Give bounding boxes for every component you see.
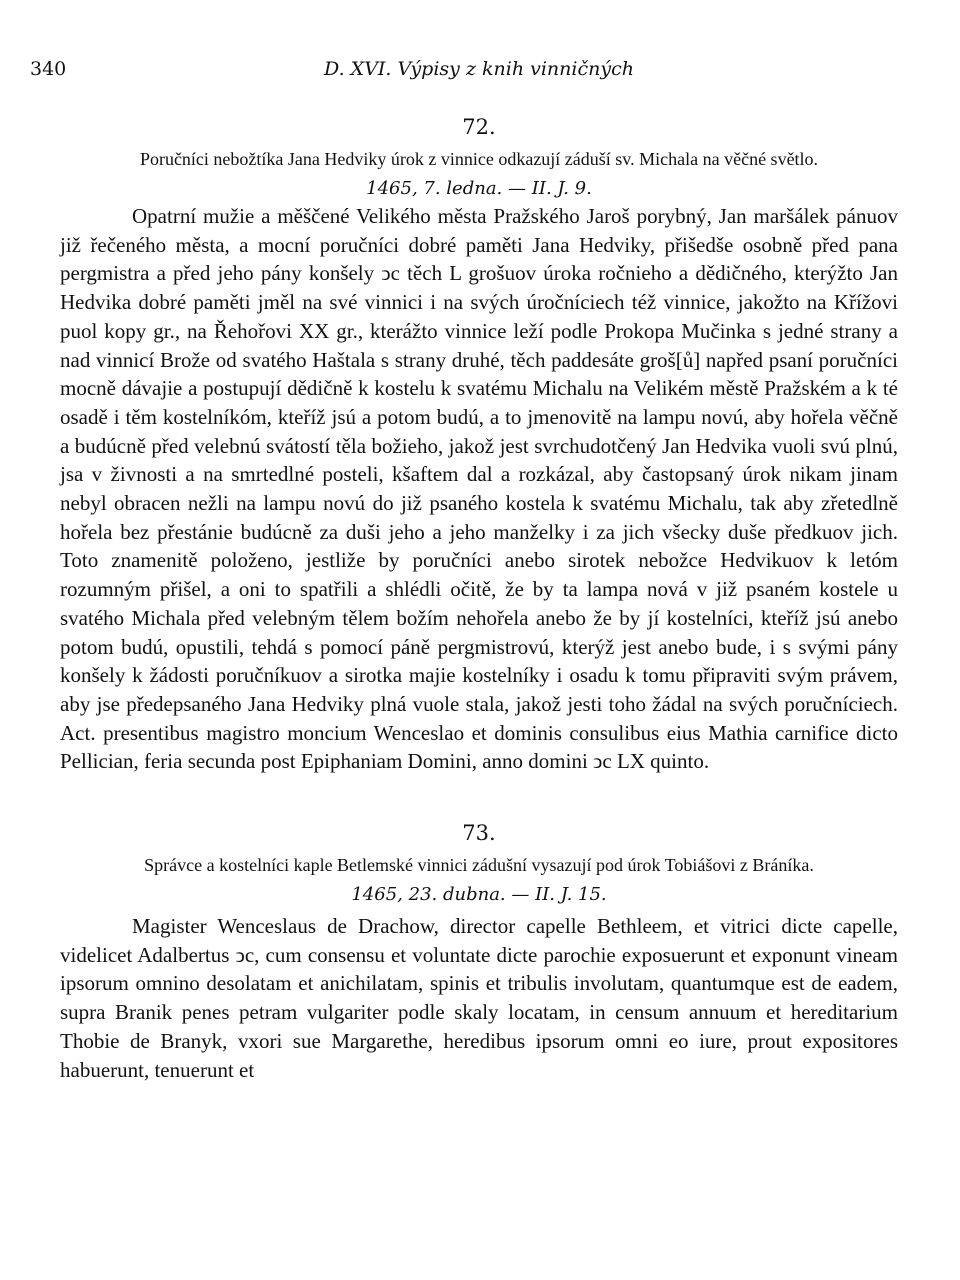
entry-separator: [60, 776, 898, 794]
page-header: [30, 58, 898, 88]
entry-number: 73.: [462, 821, 496, 846]
entry-body: Magister Wenceslaus de Drachow, director capelle Bethleem, et vitrici dicte capelle, videlicet Adalbertus ↄc, cum consensu et voluntate dicte parochie exposuerunt et exponunt vineam ipsorum omnino desolatam et anichilatam, spinis et tribulis involutam, quantumque est de eadem, supra Branik penes petram vulgariter podle skaly locatam, in censum annuum et hereditarium Thobie de Branyk, vxori sue Margarethe, heredibus ipsorum omni eo iure, prout expositores habuerunt, tenuerunt et: [60, 914, 898, 1082]
entry-72: [60, 112, 898, 776]
entry-number: 72.: [462, 115, 496, 139]
entry-73: [60, 818, 898, 1084]
entry-title: Poručníci nebožtíka Jana Hedviky úrok z vinnice odkazují záduší sv. Michala na věčné světlo.: [139, 149, 819, 169]
document-page: [30, 58, 898, 1084]
running-title: D. XVI. Výpisy z knih vinničných: [324, 58, 634, 80]
entry-date: 1465, 7. ledna. — II. J. 9.: [366, 178, 592, 199]
entry-body: Opatrní mužie a měščené Velikého města Pražského Jaroš porybný, Jan maršálek pánuov již řečeného města, a mocní poručníci dobré paměti Jana Hedviky, přišedše osobně před pana pergmistra a před jeho pány konšely ↄc těch L grošuov úroka ročnieho a dědičného, kterýžto Jan Hedvika dobré paměti jměl na své vinnici i na svých úročníciech též vinnice, jakožto na Křížovi puol kopy gr., na Řehořovi XX gr., kterážto vinnice leží podle Prokopa Mučinka s jedné strany a nad vinnicí Brože od svatého Haštala s strany druhé, těch paddesáte groš[ů] napřed psaní poručníci mocně dávajie a postupují dědičně k kostelu k svatému Michalu na Velikém městě Pražském a k té osadě i těm kostelníkóm, kteříž jsú a potom budú, a to jmenovitě na lampu novú, aby hořela věčně a budúcně před velebnú svátostí těla božieho, jakož jest svrchudotčený Jan Hedvika vuoli svú plnú, jsa v živnosti a na smrtedlné posteli, kšaftem dal a rozkázal, aby častopsaný úrok nikam jinam nebyl obracen nežli na lampu novú do již psaného kostela k svatému Michalu, tak aby zřetedlně hořela bez přestánie budúcně za duši jeho a jeho manželky i za jich všecky duše předkuov jich. Toto znamenitě položeno, jestliže by poručníci anebo sirotek nebožce Hedvikuov k letóm rozumným přišel, a oni to spatřili a shlédli očitě, že by ta lampa nová v již psaném kostele u svatého Michala před velebným tělem božím nehořela anebo že by jí kostelníci, kteříž jsú anebo potom budú, opustili, tehdá s pomocí páně pergmistrovú, kterýž jest anebo bude, i s svými pány konšely k žádosti poručníkuov a sirotka majie kostelníky i osadu k tomu připraviti svým právem, aby jse předepsaného Jana Hedviky plná vuole stala, jakož jesti toho žádal na svých poručníciech. Act. presentibus magistro moncium Wenceslao et dominis consulibus eius Mathia carnifice dicto Pellician, feria secunda post Epiphaniam Domini, anno domini ↄc LX quinto.: [60, 204, 898, 774]
page-number: 340: [30, 58, 67, 80]
entry-date: 1465, 23. dubna. — II. J. 15.: [351, 884, 607, 906]
entry-title: Správce a kostelníci kaple Betlemské vinnici zádušní vysazují pod úrok Tobiášovi z Bráníka.: [144, 855, 814, 876]
